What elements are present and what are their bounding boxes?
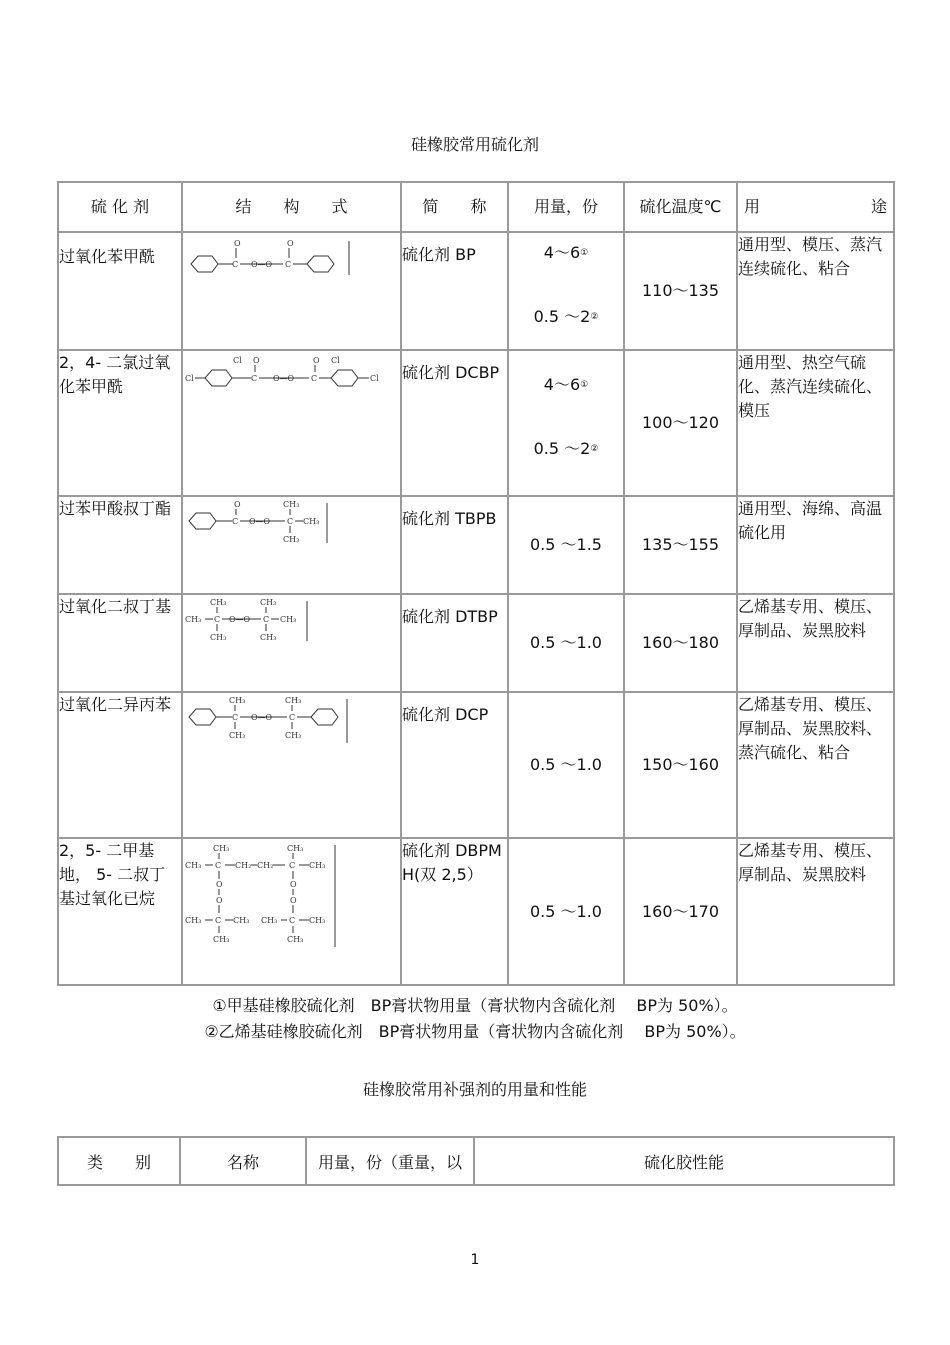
agent-name: 2，4- 二氯过氧化苯甲酰 [58, 350, 182, 496]
header-temp: 硫化温度℃ [624, 182, 737, 232]
svg-text:C: C [311, 374, 318, 383]
formula-dcbp-image [185, 355, 395, 395]
svg-text:O: O [290, 880, 297, 889]
structure-dbpmh [182, 838, 401, 985]
svg-text:O: O [216, 880, 223, 889]
formula-dcp-image [185, 697, 355, 749]
agent-name: 2，5- 二甲基地， 5- 二叔丁基过氧化已烷 [58, 838, 182, 985]
table-row [58, 594, 894, 692]
temp-cell: 160～180 [624, 594, 737, 692]
svg-text:Cl: Cl [185, 374, 194, 383]
structure-dcbp [182, 350, 401, 496]
dosage-cell: 4～6① 0.5 ～2② [508, 350, 624, 496]
svg-text:CH₃: CH₃ [285, 697, 302, 705]
header-property: 硫化胶性能 [474, 1137, 894, 1185]
svg-text:O: O [287, 239, 294, 248]
use-cell: 乙烯基专用、模压、厚制品、炭黑胶料、蒸汽硫化、粘合 [737, 692, 894, 838]
formula-tbpb-image [185, 501, 335, 545]
table2-title: 硅橡胶常用补强剂的用量和性能 [362, 1080, 587, 1099]
footnotes [0, 993, 950, 1045]
curing-agent-table [57, 181, 895, 986]
svg-text:CH₃: CH₃ [283, 501, 300, 509]
page-number: 1 [470, 1252, 480, 1268]
svg-text:CH₃: CH₃ [309, 916, 326, 925]
svg-text:C: C [289, 713, 296, 722]
table-row [58, 838, 894, 985]
svg-text:CH₃: CH₃ [260, 633, 277, 642]
svg-text:C: C [232, 713, 239, 722]
use-cell: 通用型、热空气硫化、蒸汽连续硫化、模压 [737, 350, 894, 496]
structure-tbpb [182, 496, 401, 594]
svg-text:CH₃: CH₃ [229, 731, 246, 740]
header-name: 名称 [180, 1137, 306, 1185]
abbr-cell: 硫化剂 DTBP [401, 594, 508, 692]
svg-text:C: C [289, 916, 296, 925]
temp-cell: 135～155 [624, 496, 737, 594]
header-dosage: 用量，份（重量，以 [306, 1137, 474, 1185]
svg-text:C: C [215, 916, 222, 925]
svg-text:CH₃: CH₃ [260, 599, 277, 607]
abbr-cell: 硫化剂 DCP [401, 692, 508, 838]
svg-text:C: C [232, 260, 239, 269]
table-row [58, 350, 894, 496]
agent-name: 过氧化二异丙苯 [58, 692, 182, 838]
svg-text:C: C [214, 615, 221, 624]
svg-text:CH₃: CH₃ [261, 916, 278, 925]
svg-text:O: O [290, 896, 297, 905]
svg-text:CH₃: CH₃ [303, 517, 320, 526]
abbr-cell: 硫化剂 TBPB [401, 496, 508, 594]
svg-text:CH₃: CH₃ [185, 615, 202, 624]
formula-dbpmh-image [185, 843, 345, 953]
temp-cell: 150～160 [624, 692, 737, 838]
use-cell: 通用型、海绵、高温硫化用 [737, 496, 894, 594]
svg-text:O—O: O—O [229, 615, 251, 624]
svg-text:C: C [289, 861, 296, 870]
abbr-cell: 硫化剂 DBPMH(双 2,5） [401, 838, 508, 985]
structure-dtbp [182, 594, 401, 692]
svg-text:CH₃: CH₃ [287, 935, 304, 944]
svg-text:CH₂: CH₂ [257, 861, 274, 870]
svg-text:CH₃: CH₃ [210, 599, 227, 607]
svg-text:CH₃: CH₃ [285, 731, 302, 740]
svg-text:CH₃: CH₃ [280, 615, 297, 624]
header-agent: 硫 化 剂 [58, 182, 182, 232]
svg-text:C: C [263, 615, 270, 624]
formula-dtbp-image [185, 599, 315, 643]
svg-text:C: C [215, 861, 222, 870]
temp-cell: 110～135 [624, 232, 737, 350]
table-header-row [58, 182, 894, 232]
svg-text:CH₃: CH₃ [287, 844, 304, 853]
temp-cell: 100～120 [624, 350, 737, 496]
svg-text:Cl: Cl [233, 356, 242, 365]
agent-name: 过苯甲酸叔丁酯 [58, 496, 182, 594]
agent-name: 过氧化二叔丁基 [58, 594, 182, 692]
svg-text:CH₂: CH₂ [235, 861, 252, 870]
svg-text:C: C [232, 517, 239, 526]
svg-text:C: C [287, 517, 294, 526]
svg-text:O: O [313, 356, 320, 365]
table1-title: 硅橡胶常用硫化剂 [410, 135, 539, 154]
header-abbr: 简 称 [401, 182, 508, 232]
svg-text:C: C [285, 260, 292, 269]
reinforcing-agent-table [57, 1136, 895, 1186]
header-dosage: 用量，份 [508, 182, 624, 232]
dosage-cell: 0.5 ～1.0 [508, 838, 624, 985]
svg-text:CH₃: CH₃ [210, 633, 227, 642]
svg-text:O—O: O—O [251, 713, 273, 722]
abbr-cell: 硫化剂 BP [401, 232, 508, 350]
dosage-cell: 0.5 ～1.0 [508, 594, 624, 692]
structure-dcp [182, 692, 401, 838]
footnote-2: ②乙烯基硅橡胶硫化剂 BP膏状物用量（膏状物内含硫化剂 BP为 50%）。 [204, 1022, 746, 1041]
dosage-cell: 0.5 ～1.0 [508, 692, 624, 838]
table-row [58, 496, 894, 594]
footnote-1: ①甲基硅橡胶硫化剂 BP膏状物用量（膏状物内含硫化剂 BP为 50%）。 [212, 996, 738, 1015]
formula-bp-image [185, 237, 355, 277]
svg-text:CH₃: CH₃ [233, 916, 250, 925]
table-row [58, 232, 894, 350]
header-use: 用 途 [737, 182, 894, 232]
svg-text:Cl: Cl [331, 356, 340, 365]
agent-name: 过氧化苯甲酰 [58, 232, 182, 350]
svg-text:Cl: Cl [370, 374, 379, 383]
svg-text:CH₃: CH₃ [185, 916, 202, 925]
table-header-row [58, 1137, 894, 1185]
svg-text:O—O: O—O [251, 260, 273, 269]
svg-text:O: O [234, 501, 241, 509]
svg-text:O—O: O—O [273, 374, 295, 383]
header-category: 类 别 [58, 1137, 180, 1185]
svg-text:CH₃: CH₃ [185, 861, 202, 870]
table-row [58, 692, 894, 838]
use-cell: 乙烯基专用、模压、厚制品、炭黑胶料 [737, 594, 894, 692]
temp-cell: 160～170 [624, 838, 737, 985]
svg-text:CH₃: CH₃ [213, 935, 230, 944]
svg-text:CH₃: CH₃ [309, 861, 326, 870]
dosage-cell: 4～6① 0.5 ～2② [508, 232, 624, 350]
header-structure: 结 构 式 [182, 182, 401, 232]
abbr-cell: 硫化剂 DCBP [401, 350, 508, 496]
use-cell: 乙烯基专用、模压、厚制品、炭黑胶料 [737, 838, 894, 985]
svg-text:O: O [253, 356, 260, 365]
svg-text:O—O: O—O [249, 517, 271, 526]
dosage-cell: 0.5 ～1.5 [508, 496, 624, 594]
svg-text:CH₃: CH₃ [229, 697, 246, 705]
svg-text:O: O [234, 239, 241, 248]
svg-text:CH₃: CH₃ [283, 535, 300, 544]
svg-text:CH₃: CH₃ [213, 844, 230, 853]
svg-text:O: O [216, 896, 223, 905]
structure-bp [182, 232, 401, 350]
svg-text:C: C [251, 374, 258, 383]
use-cell: 通用型、模压、蒸汽连续硫化、粘合 [737, 232, 894, 350]
